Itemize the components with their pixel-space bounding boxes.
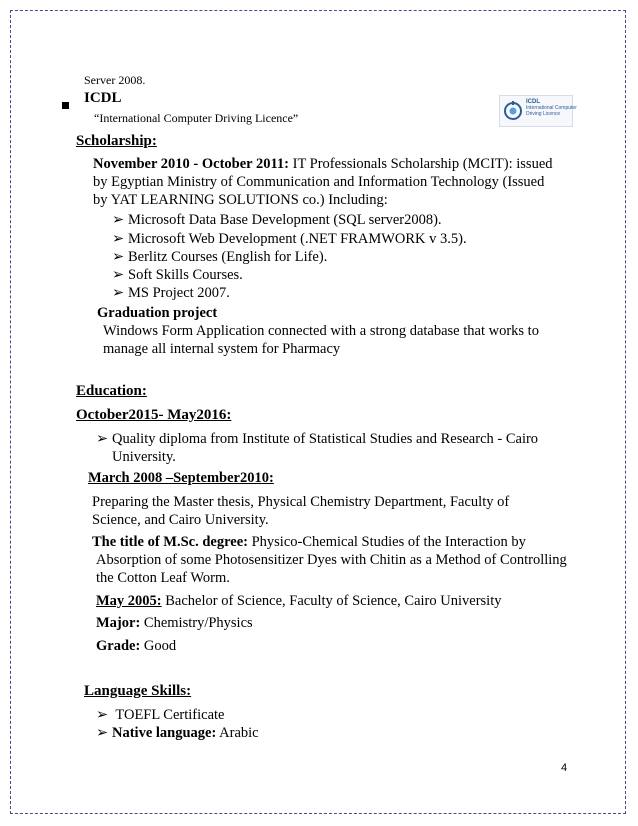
list-item: ➢ MS Project 2007. [112, 285, 230, 301]
major-line: Major: Chemistry/Physics [96, 615, 253, 631]
arrow-bullet-icon: ➢ [112, 285, 125, 301]
bsc-line: May 2005: Bachelor of Science, Faculty of Science, Cairo University [96, 593, 502, 609]
graduation-project-line1: Windows Form Application connected with a strong database that works to [103, 323, 539, 339]
square-bullet-icon [62, 96, 69, 114]
icdl-logo-icon [503, 100, 523, 122]
scholarship-line1 [93, 155, 553, 173]
arrow-bullet-icon: ➢ [112, 267, 125, 283]
thesis-title-line3: the Cotton Leaf Worm. [96, 570, 230, 586]
list-item: ➢ TOEFL Certificate [96, 707, 225, 723]
icdl-logo [499, 95, 577, 127]
graduation-project-heading: Graduation project [97, 305, 218, 321]
education-item1-line2: University. [112, 449, 176, 465]
list-item: ➢ Quality diploma from Institute of Statistical Studies and Research - Cairo [96, 431, 539, 447]
bsc-date: May 2005: [96, 593, 162, 609]
icdl-logo-text: ICDL International Computer Driving Licence [526, 99, 577, 117]
list-item: ➢ Soft Skills Courses. [112, 267, 243, 283]
thesis-title-label: The title of M.Sc. degree: [92, 534, 248, 550]
icdl-title: ICDL [84, 90, 122, 106]
icdl-subtitle: “International Computer Driving Licence” [94, 111, 299, 125]
list-item: ➢ Berlitz Courses (English for Life). [112, 249, 328, 265]
thesis-line2: Science, and Cairo University. [92, 512, 269, 528]
arrow-bullet-icon: ➢ [96, 707, 109, 723]
scholarship-heading: Scholarship: [76, 133, 157, 149]
arrow-bullet-icon: ➢ [96, 725, 109, 741]
server-2008-text: Server 2008. [84, 73, 146, 87]
arrow-bullet-icon: ➢ [112, 212, 125, 228]
grade-line: Grade: Good [96, 638, 177, 654]
list-item: ➢ Microsoft Data Base Development (SQL server2008). [112, 212, 442, 228]
education-heading: Education: [76, 383, 147, 399]
arrow-bullet-icon: ➢ [112, 231, 125, 247]
scholarship-line1-text: IT Professionals Scholarship (MCIT): issued [288, 156, 553, 172]
scholarship-date: November 2010 - October 2011: [93, 156, 289, 172]
list-item: ➢ Microsoft Web Development (.NET FRAMWORK v 3.5). [112, 231, 467, 247]
graduation-project-line2: manage all internal system for Pharmacy [103, 341, 341, 357]
scholarship-line3: by YAT LEARNING SOLUTIONS co.) Including: [93, 192, 388, 208]
thesis-title-line1: The title of M.Sc. degree: Physico-Chemical Studies of the Interaction by [92, 534, 526, 550]
page-number: 4 [561, 762, 568, 774]
education-period2: March 2008 –September2010: [88, 470, 274, 486]
education-period1: October2015- May2016: [76, 407, 232, 423]
arrow-bullet-icon: ➢ [112, 249, 125, 265]
thesis-line1: Preparing the Master thesis, Physical Chemistry Department, Faculty of [92, 494, 510, 510]
thesis-title-line2: Absorption of some Photosensitizer Dyes with Chitin as a Method of Controlling [96, 552, 567, 568]
list-item: ➢ Native language: Arabic [96, 725, 259, 741]
scholarship-line2: by Egyptian Ministry of Communication and Information Technology (Issued [93, 174, 545, 190]
language-heading: Language Skills: [84, 683, 192, 699]
arrow-bullet-icon: ➢ [96, 431, 109, 447]
